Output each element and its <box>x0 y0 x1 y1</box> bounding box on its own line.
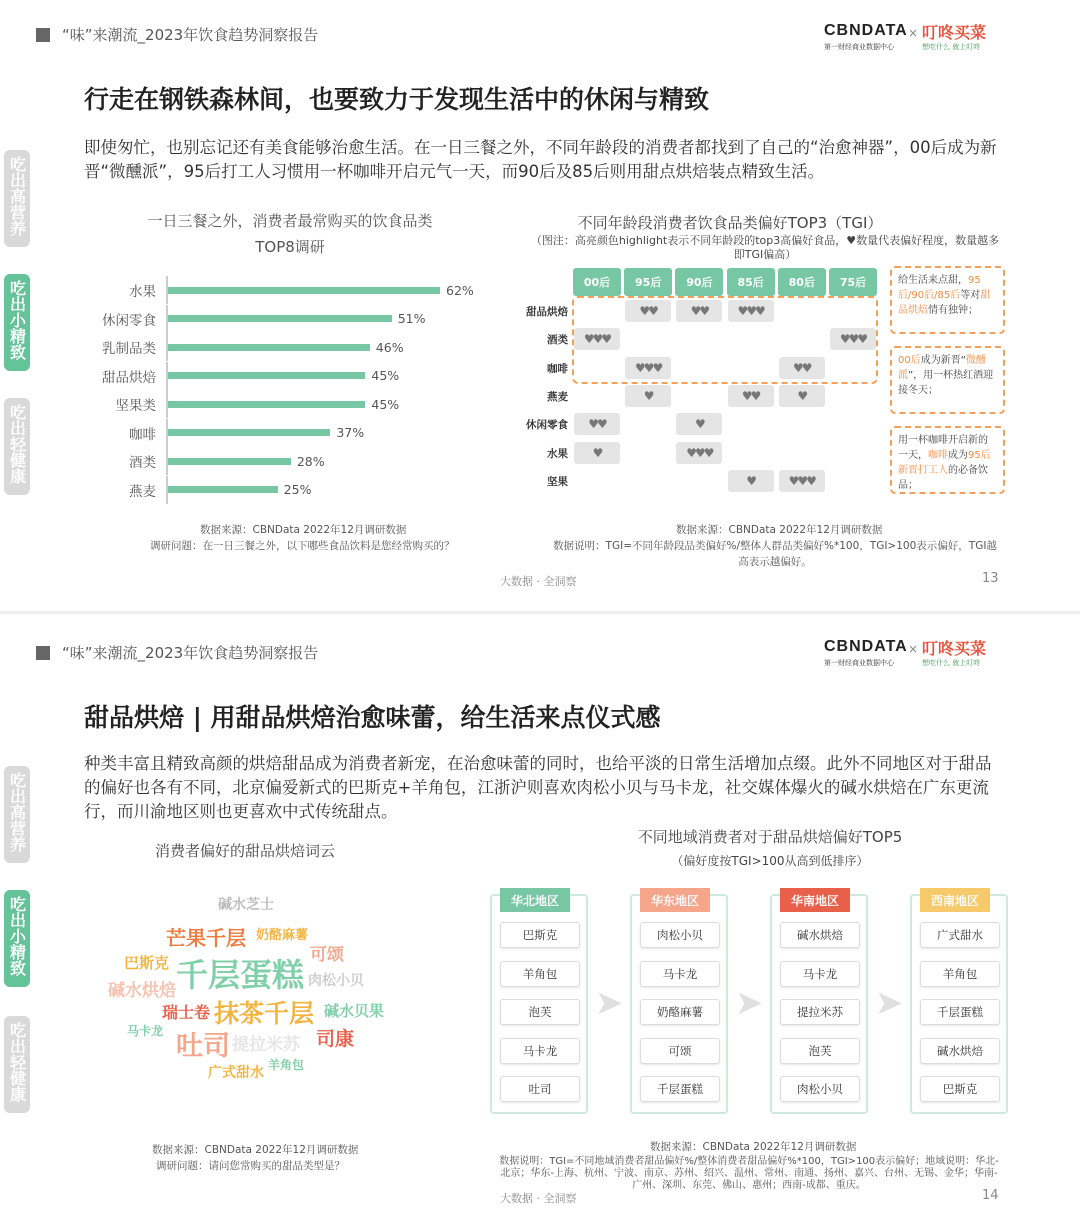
word-cloud-term: 巴斯克 <box>124 954 170 972</box>
bar-row <box>100 394 399 414</box>
intro-paragraph: 种类丰富且精致高颜的烘焙甜品成为消费者新宠，在治愈味蕾的同时，也给平淡的日常生活增加点缀。此外不同地区对于甜品的偏好也各有不同，北京偏爱新式的巴斯克+羊角包，江浙沪则喜欢肉松小贝与马卡龙，社交媒体爆火的碱水烘焙在广东更流行，而川渝地区则也更喜欢中式传统甜点。 <box>84 754 992 821</box>
bar-value-label: 37% <box>336 425 365 440</box>
footer-slogan: 大数据 · 全洞察 <box>500 575 577 588</box>
category-row-label: 燕麦 <box>547 390 568 403</box>
logo-separator: × <box>908 26 919 40</box>
bar <box>168 458 291 465</box>
data-source: 数据来源：CBNData 2022年12月调研数据 <box>152 1144 359 1156</box>
bar <box>168 287 440 294</box>
region-panel <box>910 894 1008 1114</box>
region-panel <box>490 894 588 1114</box>
category-row-label: 咖啡 <box>547 362 568 375</box>
callout-dessert <box>890 266 1005 334</box>
side-tab-nutrition[interactable] <box>4 766 30 863</box>
region-header: 华北地区 <box>500 888 570 912</box>
header-square-icon <box>36 646 50 660</box>
bar-label: 休闲零食 <box>102 312 156 329</box>
dingdong-logo-sub: 想吃什么 就上叮咚 <box>922 43 981 51</box>
bar-label: 坚果类 <box>115 398 156 414</box>
region-item: 碱水烘焙 <box>920 1038 1000 1064</box>
bar-value-label: 45% <box>371 368 400 383</box>
dingdong-logo: 叮咚买菜 <box>922 639 987 658</box>
chevron-right-icon: ➤ <box>734 983 764 1023</box>
callout-highlight: 00后 <box>898 355 921 366</box>
age-column-header: 90后 <box>675 268 723 296</box>
region-item: 千层蛋糕 <box>640 1076 720 1102</box>
word-cloud-term: 奶酪麻薯 <box>256 928 309 943</box>
dingdong-logo: 叮咚买菜 <box>922 23 987 42</box>
region-item: 可颂 <box>640 1038 720 1064</box>
bar-row <box>100 337 404 357</box>
report-header <box>36 642 318 663</box>
region-data-note: 数据说明：TGI=不同地域消费者甜品偏好%/整体消费者甜品偏好%*100，TGI>100表示偏好；地域说明：华北-北京；华东-上海、杭州、宁波、南京、苏州、绍兴、温州、常州、南通、扬州、嘉兴、台州、无锡、金华；华南-广州、深圳、东莞、佛山、惠州；西南-成都、重庆。 <box>499 1156 999 1191</box>
region-header: 华东地区 <box>640 888 710 912</box>
brand-logos <box>824 20 1014 56</box>
side-tab-delicate[interactable] <box>4 274 30 371</box>
bar-value-label: 45% <box>371 396 400 412</box>
bar-row <box>100 309 426 329</box>
word-cloud-term: 芒果千层 <box>166 926 246 950</box>
survey-question: 调研问题：请问您常购买的甜品类型是？ <box>156 1160 345 1172</box>
bar <box>168 429 330 436</box>
word-cloud-term: 羊角包 <box>268 1058 305 1072</box>
region-item: 羊角包 <box>920 961 1000 987</box>
callout-highlight: 95后新晋打工人 <box>898 450 991 476</box>
word-cloud-term: 广式甜水 <box>208 1065 264 1081</box>
heart-cell: ♥♥♥ <box>676 442 722 464</box>
word-cloud-term: 马卡龙 <box>127 1024 164 1038</box>
bar <box>168 401 365 408</box>
bar-value-label: 51% <box>397 311 426 326</box>
word-cloud-term: 吐司 <box>176 1031 230 1062</box>
heart-cell: ♥♥♥ <box>830 328 876 350</box>
callout-text: 成为 <box>948 450 968 461</box>
callout-highlight: 95后/90后/85后 <box>898 275 981 301</box>
callout-wine <box>890 346 1005 414</box>
survey-question: 调研问题：在一日三餐之外，以下哪些食品饮料是您经常购买的？ <box>150 540 455 552</box>
word-cloud-term: 碱水贝果 <box>324 1002 385 1020</box>
report-header-text: “味”来潮流_2023年饮食趋势洞察报告 <box>62 644 319 662</box>
callout-coffee <box>890 426 1005 494</box>
region-item: 巴斯克 <box>500 922 580 948</box>
region-item: 肉松小贝 <box>780 1076 860 1102</box>
heart-cell: ♥ <box>574 442 620 464</box>
region-item: 巴斯克 <box>920 1076 1000 1102</box>
word-cloud-term: 碱水芝士 <box>218 897 274 913</box>
region-item: 马卡龙 <box>780 961 860 987</box>
highlight-dash-box <box>572 296 878 384</box>
side-tab-label: 吃出小精致 <box>7 280 27 360</box>
region-item: 肉松小贝 <box>640 922 720 948</box>
word-cloud-term: 碱水烘焙 <box>108 981 176 1001</box>
side-tab-healthy[interactable] <box>4 1016 30 1113</box>
region-header: 西南地区 <box>920 888 990 912</box>
region-chart-subtitle: （偏好度按TGI>100从高到低排序） <box>671 854 869 868</box>
callout-text: 给生活来点甜， <box>898 275 968 286</box>
word-cloud-title: 消费者偏好的甜品烘焙词云 <box>155 842 336 860</box>
word-cloud-term: 瑞士卷 <box>162 1003 211 1022</box>
callout-text: 的必备饮品； <box>898 465 988 491</box>
age-column-header: 95后 <box>624 268 672 296</box>
bar-label: 水果 <box>129 284 156 300</box>
region-item: 羊角包 <box>500 961 580 987</box>
cbndata-logo: CBNDATA <box>824 638 908 655</box>
heart-cell: ♥♥♥ <box>625 357 671 379</box>
category-row-label: 坚果 <box>547 475 568 488</box>
page-number: 14 <box>982 1188 999 1203</box>
region-panel <box>770 894 868 1114</box>
bar-row <box>100 280 474 300</box>
report-header <box>36 24 318 45</box>
bar-row <box>100 366 399 386</box>
side-tab-label: 吃出轻健康 <box>7 1022 27 1102</box>
age-column-header: 75后 <box>829 268 877 296</box>
heart-cell: ♥ <box>676 413 722 435</box>
dingdong-logo-sub: 想吃什么 就上叮咚 <box>922 659 981 667</box>
callout-highlight: 微醺派 <box>898 355 986 381</box>
callout-text: 用一杯咖啡开启新的一天， <box>898 435 988 461</box>
category-row-label: 休闲零食 <box>526 419 568 432</box>
heart-cell: ♥ <box>728 470 774 492</box>
side-tab-delicate[interactable] <box>4 890 30 987</box>
bar <box>168 344 370 351</box>
side-tab-label: 吃出高营养 <box>7 772 27 852</box>
bar-row <box>100 480 311 500</box>
heart-cell: ♥♥♥ <box>779 470 825 492</box>
region-item: 广式甜水 <box>920 922 1000 948</box>
age-column-header: 80后 <box>778 268 826 296</box>
brand-logos <box>824 636 1014 672</box>
heart-cell: ♥ <box>625 385 671 407</box>
word-cloud-term: 可颂 <box>310 945 344 965</box>
bar-value-label: 46% <box>375 339 404 355</box>
bar-label: 甜品烘焙 <box>102 369 156 386</box>
category-row-label: 水果 <box>547 447 568 460</box>
bar <box>168 486 278 493</box>
chevron-right-icon: ➤ <box>874 983 904 1023</box>
callout-text: ”，用一杯热红酒迎接冬天； <box>898 370 994 396</box>
side-tab-healthy[interactable] <box>4 398 30 495</box>
category-row-label: 酒类 <box>547 334 568 347</box>
heart-cell: ♥ <box>779 385 825 407</box>
bar-chart-title-line1: 一日三餐之外，消费者最常购买的饮食品类 <box>147 212 433 230</box>
region-item: 吐司 <box>500 1076 580 1102</box>
bar-value-label: 28% <box>296 453 325 469</box>
region-panel <box>630 894 728 1114</box>
intro-paragraph: 即使匆忙，也别忘记还有美食能够治愈生活。在一日三餐之外，不同年龄段的消费者都找到了自己的“治愈神器”，00后成为新晋“微醺派”，95后打工人习惯用一杯咖啡开启元气一天，而90后及85后则用甜点烘焙装点精致生活。 <box>84 138 997 181</box>
region-item: 泡芙 <box>780 1038 860 1064</box>
side-tab-label: 吃出小精致 <box>7 896 27 976</box>
region-item: 碱水烘焙 <box>780 922 860 948</box>
word-cloud-term: 司康 <box>316 1028 355 1050</box>
side-tab-label: 吃出轻健康 <box>7 404 27 484</box>
heart-cell: ♥♥ <box>676 300 722 322</box>
heart-cell: ♥♥ <box>625 300 671 322</box>
side-tab-nutrition[interactable] <box>4 150 30 247</box>
bar-value-label: 25% <box>283 482 312 497</box>
header-square-icon <box>36 28 50 42</box>
tgi-chart-title: 不同年龄段消费者饮食品类偏好TOP3（TGI） <box>577 214 883 232</box>
tgi-data-source: 数据来源：CBNData 2022年12月调研数据 <box>676 524 883 536</box>
bar-label: 酒类 <box>129 455 156 471</box>
page-number: 13 <box>982 571 999 586</box>
word-cloud-term: 抹茶千层 <box>214 999 315 1028</box>
cbndata-logo-sub: 第一财经商业数据中心 <box>824 659 894 667</box>
tgi-data-note: 数据说明：TGI=不同年龄段品类偏好%/整体人群品类偏好%*100，TGI>100表示偏好，TGI越高表示越偏好。 <box>553 540 997 568</box>
word-cloud-term: 肉松小贝 <box>308 973 364 989</box>
region-item: 泡芙 <box>500 999 580 1025</box>
region-item: 提拉米苏 <box>780 999 860 1025</box>
bar-label: 咖啡 <box>129 426 156 443</box>
region-data-source: 数据来源：CBNData 2022年12月调研数据 <box>650 1141 857 1153</box>
bar-row <box>100 423 364 443</box>
callout-highlight: 咖啡 <box>928 450 948 461</box>
side-tab-label: 吃出高营养 <box>7 156 27 236</box>
region-header: 华南地区 <box>780 888 850 912</box>
region-item: 千层蛋糕 <box>920 999 1000 1025</box>
bar-label: 乳制品类 <box>102 341 156 357</box>
heart-cell: ♥♥ <box>779 357 825 379</box>
cbndata-logo: CBNDATA <box>824 22 908 39</box>
page-title: 行走在钢铁森林间，也要致力于发现生活中的休闲与精致 <box>84 85 710 114</box>
bar-label: 燕麦 <box>129 483 156 500</box>
callout-text: 成为新晋“ <box>920 355 966 366</box>
region-item: 马卡龙 <box>500 1038 580 1064</box>
word-cloud-term: 千层蛋糕 <box>176 956 305 994</box>
heart-cell: ♥♥♥ <box>574 328 620 350</box>
logo-separator: × <box>908 642 919 656</box>
word-cloud-term: 提拉米苏 <box>232 1035 300 1055</box>
data-source: 数据来源：CBNData 2022年12月调研数据 <box>200 524 407 536</box>
callout-text: 情有独钟； <box>928 305 978 316</box>
report-page-14 <box>0 614 1080 1226</box>
cbndata-logo-sub: 第一财经商业数据中心 <box>824 43 894 51</box>
page-title: 甜品烘焙 | 用甜品烘焙治愈味蕾，给生活来点仪式感 <box>84 703 661 732</box>
region-item: 奶酪麻薯 <box>640 999 720 1025</box>
callout-highlight: 甜品烘焙 <box>898 290 991 316</box>
heart-cell: ♥♥♥ <box>728 300 774 322</box>
bar-chart-title-line2: TOP8调研 <box>255 238 325 256</box>
region-chart-title: 不同地域消费者对于甜品烘焙偏好TOP5 <box>637 828 903 846</box>
heart-cell: ♥♥ <box>728 385 774 407</box>
tgi-chart-note: （图注：高亮颜色highlight表示不同年龄段的top3高偏好食品，♥数量代表偏好程度，数量越多即TGI偏高） <box>530 234 1000 261</box>
bar <box>168 372 365 379</box>
bar-chart-title <box>110 208 470 260</box>
chevron-right-icon: ➤ <box>594 983 624 1023</box>
bar-value-label: 62% <box>446 282 474 298</box>
age-column-header: 85后 <box>727 268 775 296</box>
age-column-header: 00后 <box>573 268 621 296</box>
heart-cell: ♥♥ <box>574 413 620 435</box>
bar-row <box>100 451 325 471</box>
region-item: 马卡龙 <box>640 961 720 987</box>
report-page-13 <box>0 0 1080 612</box>
bar <box>168 315 392 322</box>
footer-slogan: 大数据 · 全洞察 <box>500 1192 577 1205</box>
callout-text: 等对 <box>960 290 981 301</box>
category-row-label: 甜品烘焙 <box>526 306 568 318</box>
report-header-text: “味”来潮流_2023年饮食趋势洞察报告 <box>62 26 319 44</box>
